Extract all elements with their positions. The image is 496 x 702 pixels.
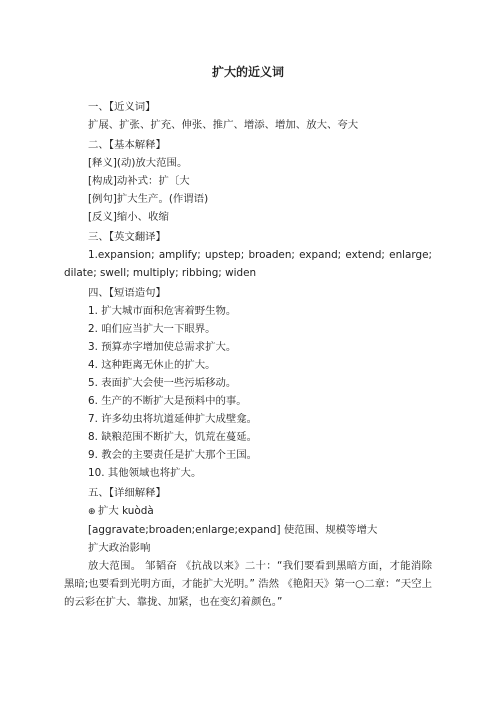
phrase-item: 8. 缺粮范围不断扩大，饥荒在蔓延。 [88,431,258,443]
basic-line-antonym: [反义]缩小、收缩 [88,211,169,223]
phrase-item: 6. 生产的不断扩大是预料中的事。 [88,395,247,407]
section-heading-english: 三、【英文翻译】 [88,231,166,243]
detail-paragraph: 放大范围。 邹韬奋 《抗战以来》二十：“我们要看到黑暗方面，才能消除黑暗;也要看到光明方面，才能扩大光明。” 浩然 《艳阳天》第一○二章：“天空上的云彩在扩大、靠拢、加紧，也在变幻着颜色。” [64,560,432,608]
phrase-item: 1. 扩大城市面积危害着野生物。 [88,305,237,317]
phrase-item: 9. 教会的主要责任是扩大那个王国。 [88,449,258,461]
circle-plus-bullet-icon: ⊕ [88,507,96,517]
section-heading-basic: 二、【基本解释】 [88,139,166,151]
page-title: 扩大的近义词 [211,65,284,79]
detail-gloss: [aggravate;broaden;enlarge;expand] 使范围、规模等增大 [88,524,378,536]
section-heading-detail: 五、【详细解释】 [88,487,166,499]
phrase-item: 2. 咱们应当扩大一下眼界。 [88,323,216,335]
phrase-item: 4. 这种距离无休止的扩大。 [88,359,216,371]
synonyms-line: 扩展、扩张、扩充、伸张、推广、增添、增加、放大、夸大 [88,119,359,131]
detail-example: 扩大政治影响 [88,542,151,554]
detail-entry-word: 扩大 kuòdà [98,505,154,517]
basic-line-definition: [释义](动)放大范围。 [88,157,188,169]
section-heading-phrases: 四、【短语造句】 [88,287,166,299]
phrase-item: 3. 预算赤字增加使总需求扩大。 [88,341,237,353]
phrase-item: 5. 表面扩大会使一些污垢移动。 [88,377,237,389]
section-heading-synonyms: 一、【近义词】 [88,101,156,113]
english-translation-text: 1.expansion; amplify; upstep; broaden; expand; extend; enlarge; dilate; swell; multiply; ribbing; widen [64,249,432,279]
basic-line-structure: [构成]动补式：扩〔大 [88,175,190,187]
phrase-item: 7. 许多幼虫将坑道延伸扩大成壁龛。 [88,413,258,425]
phrase-item: 10. 其他领域也将扩大。 [88,467,202,479]
basic-line-example: [例句]扩大生产。(作谓语) [88,193,209,205]
detail-entry [64,502,432,521]
